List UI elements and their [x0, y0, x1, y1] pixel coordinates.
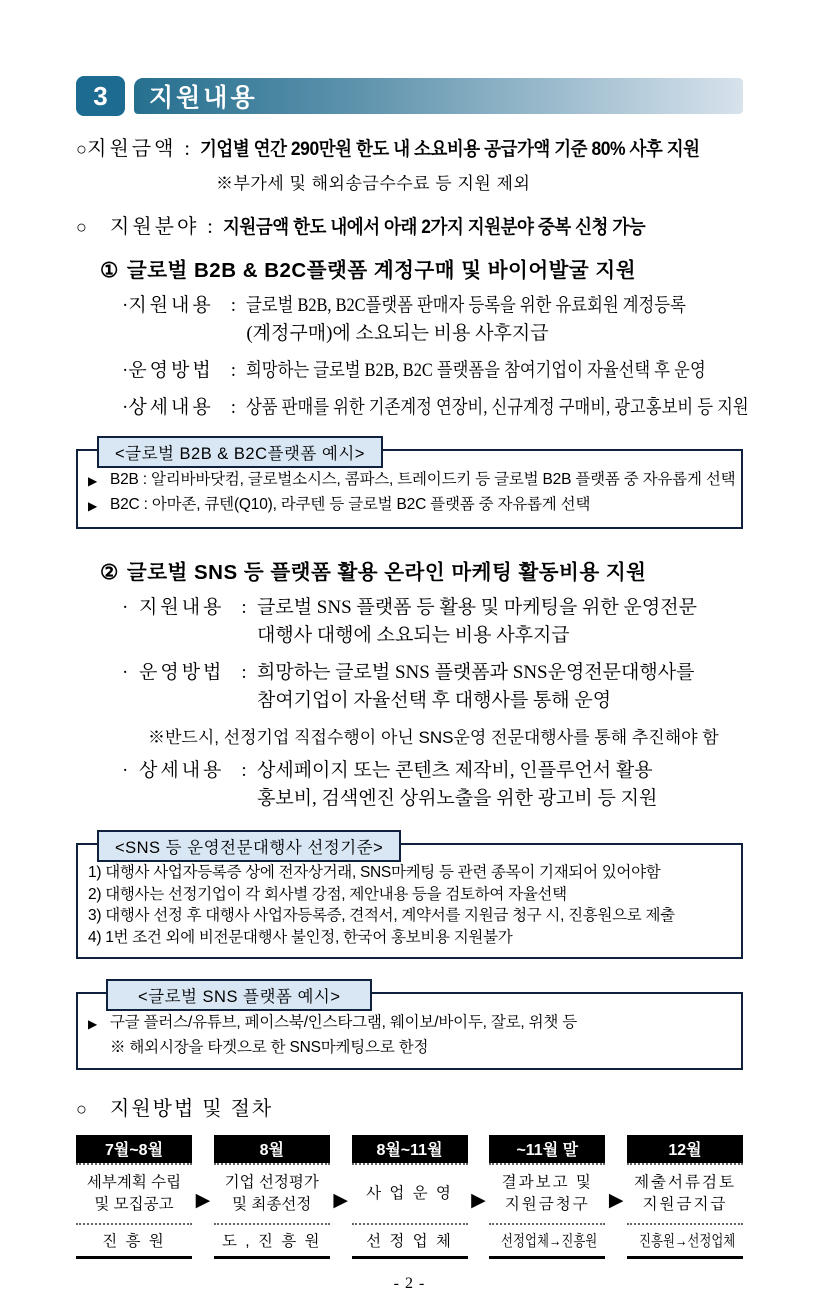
sns-example-box-title: <글로벌 SNS 플랫폼 예시>	[106, 979, 372, 1011]
section-title-bar	[134, 78, 743, 114]
content-line: 참여기업이 자율선택 후 대행사를 통해 운영	[257, 690, 612, 711]
item-label: 상세내용	[128, 397, 214, 418]
section2-item-detail	[122, 757, 743, 813]
sns-example-note-line	[88, 1036, 731, 1059]
support-field-label: 지원분야	[110, 216, 200, 238]
circle-bullet-icon: ○	[76, 1099, 87, 1119]
support-amount-note: ※부가세 및 해외송금수수료 등 지원 제외	[216, 174, 531, 193]
content-line: 상세페이지 또는 콘텐츠 제작비, 인플루언서 활용	[257, 760, 653, 781]
item-label: 운영방법	[128, 360, 214, 381]
colon: :	[241, 760, 247, 781]
b2b-example-text: B2B : 알리바바닷컴, 글로벌소시스, 콤파스, 트레이드키 등 글로벌 B2B 플랫폼 중 자유롭게 선택	[110, 471, 736, 488]
item-content	[257, 757, 743, 813]
dot-bullet-icon: ·	[122, 597, 129, 618]
process-heading: 지원방법 및 절차	[110, 1098, 274, 1120]
step-period: 8월~11월	[352, 1135, 468, 1163]
step-task	[214, 1163, 330, 1225]
support-amount-value: 기업별 연간 290만원 한도 내 소요비용 공급가액 기준 80% 사후 지원	[199, 139, 700, 160]
circled-number-2-icon: ②	[100, 561, 119, 584]
dot-bullet-icon: ·	[122, 760, 129, 781]
colon: :	[230, 295, 236, 316]
process-step-4	[489, 1135, 605, 1259]
step-task-line: 및 최종선정	[232, 1196, 312, 1213]
step-task-line: 제출서류검토	[634, 1173, 736, 1191]
support-amount-label: 지원금액	[87, 138, 177, 160]
dot-bullet-icon: ·	[122, 397, 129, 418]
page-number: - 2 -	[393, 1275, 426, 1292]
support-field-value: 지원금액 한도 내에서 아래 2가지 지원분야 중복 신청 가능	[222, 217, 646, 238]
step-task-line: 결과보고 및	[501, 1173, 593, 1191]
step-actor-text: 선정업체→진흥원	[501, 1233, 598, 1250]
content-line: 글로벌 SNS 플랫폼 등 활용 및 마케팅을 위한 운영전문	[257, 597, 697, 618]
colon: :	[230, 360, 236, 381]
section2-item-method	[122, 659, 743, 715]
flow-arrow-icon: ▶	[608, 1189, 624, 1211]
content-line: 상품 판매를 위한 기존계정 연장비, 신규계정 구매비, 광고홍보비 등 지원	[246, 397, 750, 418]
process-step-2	[214, 1135, 330, 1259]
b2b-example-line	[88, 468, 736, 493]
section1-title: 글로벌 B2B & B2C플랫폼 계정구매 및 바이어발굴 지원	[126, 259, 637, 282]
step-task-line: 지원금지급	[642, 1196, 728, 1213]
circle-bullet-icon: ○	[76, 139, 87, 159]
criteria-line-4: 4) 1번 조건 외에 비전문대행사 불인정, 한국어 홍보비용 지원불가	[88, 928, 513, 946]
agency-criteria-box-title: <SNS 등 운영전문대행사 선정기준>	[97, 830, 401, 862]
circled-number-1-icon: ①	[100, 259, 119, 282]
section-number-badge: 3	[76, 76, 125, 116]
section1-item-method	[122, 357, 743, 385]
step-actor: 선 정 업 체	[366, 1233, 453, 1250]
step-task-line: 및 모집공고	[94, 1196, 174, 1213]
process-step-1	[76, 1135, 192, 1259]
platform-example-box	[76, 445, 743, 529]
content-line: 대행사 대행에 소요되는 비용 사후지급	[257, 625, 570, 646]
content-line: (계정구매)에 소요되는 비용 사후지급	[246, 323, 549, 344]
item-content	[257, 659, 743, 715]
step-period: 8월	[214, 1135, 330, 1163]
content-line: 글로벌 B2B, B2C플랫폼 판매자 등록을 위한 유료회원 계정등록	[246, 295, 687, 316]
content-line: 희망하는 글로벌 SNS 플랫폼과 SNS운영전문대행사를	[257, 662, 695, 683]
step-actor	[489, 1225, 605, 1256]
step-period: ~11월 말	[489, 1135, 605, 1163]
step-task	[627, 1163, 743, 1225]
content-line: 홍보비, 검색엔진 상위노출을 위한 광고비 등 지원	[257, 788, 658, 809]
item-label: 지원내용	[139, 597, 225, 618]
step-task-line: 지원금청구	[504, 1196, 590, 1213]
step-actor	[627, 1225, 743, 1256]
support-amount-row	[76, 132, 743, 161]
section2-note: ※반드시, 선정기업 직접수행이 아닌 SNS운영 전문대행사를 통해 추진해야 함	[148, 728, 719, 747]
step-task	[489, 1163, 605, 1225]
section2-title: 글로벌 SNS 등 플랫폼 활용 온라인 마케팅 활동비용 지원	[126, 561, 647, 584]
colon: :	[230, 397, 236, 418]
step-task-line: 기업 선정평가	[224, 1173, 319, 1191]
criteria-line-2: 2) 대행사는 선정기업이 각 회사별 강점, 제안내용 등을 검토하여 자율선택	[88, 885, 567, 903]
platform-example-box-title: <글로벌 B2B & B2C플랫폼 예시>	[97, 436, 383, 468]
triangle-bullet-icon: ▶	[88, 1017, 98, 1031]
item-label: 상세내용	[139, 760, 225, 781]
triangle-bullet-icon: ▶	[88, 499, 98, 513]
support-field-row	[76, 210, 743, 239]
process-step-3	[352, 1135, 468, 1259]
flow-arrow-icon: ▶	[333, 1189, 348, 1211]
triangle-bullet-icon: ▶	[88, 474, 98, 488]
sns-example-line	[88, 1011, 731, 1036]
step-task	[352, 1163, 468, 1225]
item-content	[246, 292, 757, 348]
section1-item-detail	[122, 394, 750, 422]
process-heading-row	[76, 1092, 743, 1121]
agency-criteria-box	[76, 839, 743, 959]
circle-bullet-icon: ○	[76, 217, 87, 237]
sns-example-note: ※ 해외시장을 타겟으로 한 SNS마케팅으로 한정	[110, 1039, 429, 1056]
section2-title-row	[100, 555, 743, 585]
step-task	[76, 1163, 192, 1225]
dot-bullet-icon: ·	[122, 662, 129, 683]
item-label: 운영방법	[139, 662, 225, 683]
section2-item-content	[122, 594, 743, 650]
item-label: 지원내용	[128, 295, 214, 316]
section-header	[76, 76, 743, 116]
item-content	[246, 394, 831, 422]
colon: :	[241, 662, 247, 683]
flow-arrow-icon: ▶	[195, 1189, 211, 1211]
sns-example-text: 구글 플러스/유튜브, 페이스북/인스타그램, 웨이보/바이두, 잘로, 위챗 등	[110, 1014, 578, 1031]
step-actor: 도 , 진 흥 원	[222, 1233, 322, 1250]
dot-bullet-icon: ·	[122, 295, 129, 316]
process-flow	[76, 1135, 743, 1259]
step-task-line: 세부계획 수립	[86, 1173, 182, 1191]
sns-example-box	[76, 988, 743, 1070]
spacer	[88, 1036, 110, 1059]
step-period: 7월~8월	[76, 1135, 192, 1163]
flow-arrow-icon: ▶	[471, 1189, 486, 1211]
b2c-example-text: B2C : 아마존, 큐텐(Q10), 라쿠텐 등 글로벌 B2C 플랫폼 중 자유롭게 선택	[110, 496, 591, 513]
section1-title-row	[100, 253, 743, 283]
dot-bullet-icon: ·	[122, 360, 129, 381]
item-content	[246, 357, 781, 385]
criteria-line-1: 1) 대행사 사업자등록증 상에 전자상거래, SNS마케팅 등 관련 종목이 기재되어 있어야함	[88, 864, 661, 881]
colon: :	[207, 216, 213, 238]
step-task-line: 사 업 운 영	[366, 1184, 453, 1202]
section2-note-wrap	[76, 715, 743, 748]
criteria-line-3: 3) 대행사 선정 후 대행사 사업자등록증, 견적서, 계약서를 지원금 청구 시, 진흥원으로 제출	[88, 907, 675, 924]
step-actor-text: 진흥원→선정업체	[639, 1233, 736, 1250]
step-actor: 진 흥 원	[102, 1233, 166, 1250]
section-title: 지원내용	[149, 84, 258, 112]
process-step-5	[627, 1135, 743, 1259]
colon: :	[241, 597, 247, 618]
colon: :	[184, 138, 190, 160]
step-period: 12월	[627, 1135, 743, 1163]
content-line: 희망하는 글로벌 B2B, B2C 플랫폼을 참여기업이 자율선택 후 운영	[246, 360, 707, 381]
b2c-example-line	[88, 493, 731, 518]
section1-item-content	[122, 292, 743, 348]
item-content	[257, 594, 743, 650]
